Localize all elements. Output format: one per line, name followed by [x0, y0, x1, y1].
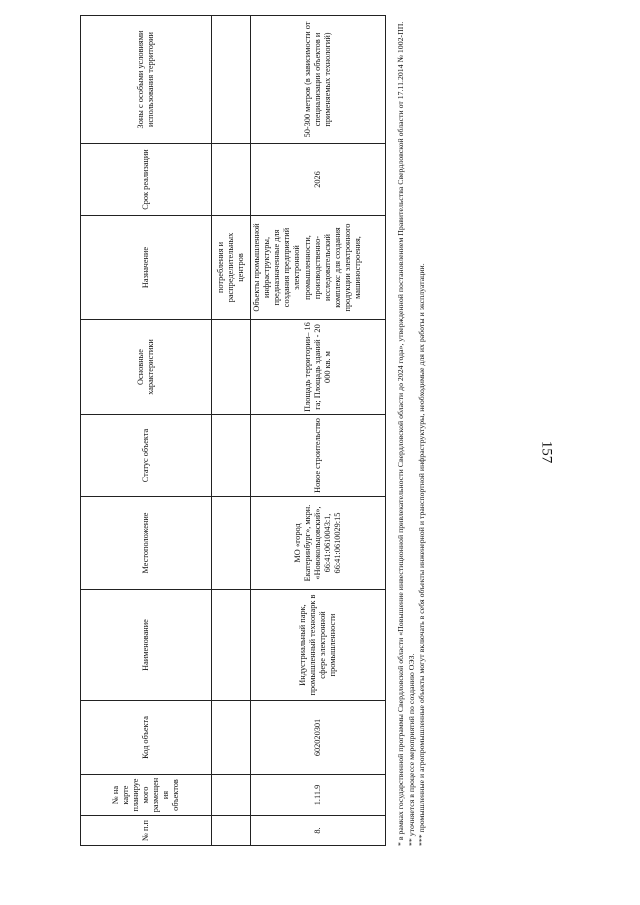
header-map-no: № на карте планируемого размещения объектов — [81, 775, 212, 816]
header-zones: Зоны с особыми условиями использования территории — [81, 16, 212, 144]
row-location: МО «город Екатеринбург», мкрн. «Новокольцовский», 66:41:0610043:1, 66:41:0610029:15 — [251, 497, 386, 590]
cell — [212, 415, 251, 497]
cell — [212, 590, 251, 701]
footnote: *** промышленные и агропромышленные объекты могут включать в себя объекты инженерной и транспортной инфраструктуры, необходимые для их работы и эксплуатации. — [417, 263, 427, 846]
planned-objects-table — [80, 15, 386, 846]
header-status: Статус объекта — [81, 415, 212, 497]
cell — [212, 320, 251, 415]
row-status: Новое строительство — [251, 415, 386, 497]
cell — [212, 144, 251, 216]
header-name: Наименование — [81, 590, 212, 701]
row-map-no: 1.11.9 — [251, 775, 386, 816]
row-purpose: Объекты промышленной инфраструктуры, предназначенные для создания предприятий электронной промышленности, производственно-исследовательский комплекс для создания продукции электронного машиностроения, — [251, 216, 386, 320]
row-num: 8. — [251, 816, 386, 846]
continuation-row — [212, 16, 251, 846]
header-num: № п.п — [81, 816, 212, 846]
cell — [212, 816, 251, 846]
footnotes — [396, 16, 428, 846]
header-deadline: Срок реализации — [81, 144, 212, 216]
page-number: 157 — [538, 440, 555, 464]
row-deadline: 2026 — [251, 144, 386, 216]
footnote: * в рамках государственной программы Свердловской области «Повышение инвестиционной привлекательности Свердловской области до 2024 года», утвержденной постановлением Правительства Свердловской области от 17.11.2014 № 1002-ПП. — [396, 21, 405, 846]
cell — [212, 775, 251, 816]
header-location: Местоположение — [81, 497, 212, 590]
cell — [212, 701, 251, 775]
header-purpose: Назначение — [81, 216, 212, 320]
row-code: 602020301 — [251, 701, 386, 775]
cell — [212, 16, 251, 144]
header-characteristics: Основные характеристики — [81, 320, 212, 415]
row-zones: 50-300 метров (в зависимости от специализации объектов и применяемых технологий) — [251, 16, 386, 144]
footnote: ** уточняется в процессе мероприятий по созданию ОЭЗ. — [406, 653, 416, 846]
rotated-page-content — [80, 16, 427, 846]
row-characteristics: Площадь территории– 16 га; Площадь зданий - 20 000 кв. м — [251, 320, 386, 415]
table-row — [251, 16, 386, 846]
cell — [212, 497, 251, 590]
header-row — [81, 16, 212, 846]
continuation-purpose: потребления и распределительных центров — [212, 216, 251, 320]
header-code: Код объекта — [81, 701, 212, 775]
row-name: Индустриальный парк, промышленный технопарк в сфере электронной промышленности — [251, 590, 386, 701]
